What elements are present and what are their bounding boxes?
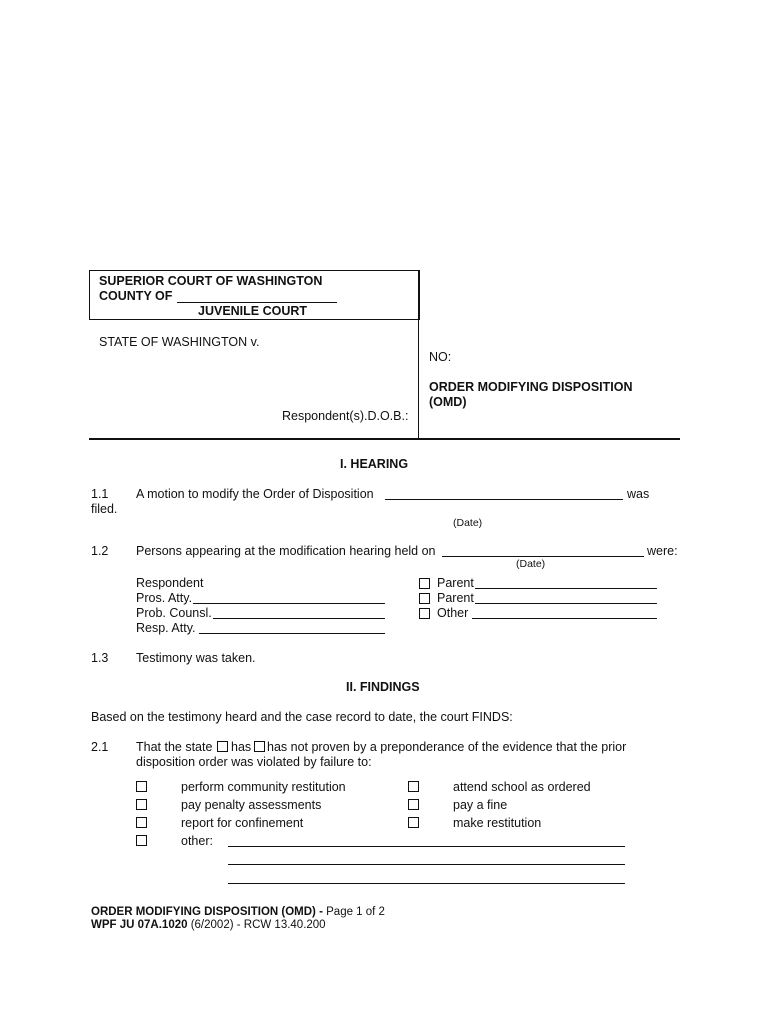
respondent-label: Respondent [136, 576, 204, 590]
community-restitution-checkbox[interactable] [136, 781, 147, 792]
document-title-abbrev: (OMD) [429, 395, 467, 409]
were-text: were: [647, 544, 678, 558]
date-caption: (Date) [516, 558, 546, 570]
paragraph-number: 1.1 [91, 487, 109, 501]
caption-vertical-divider [418, 270, 419, 438]
footer-title: ORDER MODIFYING DISPOSITION (OMD) - [91, 906, 323, 918]
parent-checkbox[interactable] [419, 578, 430, 589]
pros-atty-field[interactable] [193, 603, 385, 604]
section-heading-hearing: I. HEARING [340, 457, 409, 471]
other-violation-label: other: [181, 834, 213, 848]
document-title: ORDER MODIFYING DISPOSITION [429, 380, 633, 394]
resp-atty-field[interactable] [199, 633, 385, 634]
attend-school-label: attend school as ordered [453, 780, 591, 794]
has-checkbox[interactable] [217, 741, 228, 752]
has-not-checkbox[interactable] [254, 741, 265, 752]
state-line: STATE OF WASHINGTON v. [99, 335, 260, 349]
section-heading-findings: II. FINDINGS [346, 680, 420, 694]
testimony-text: Testimony was taken. [136, 651, 256, 665]
make-restitution-checkbox[interactable] [408, 817, 419, 828]
pay-fine-label: pay a fine [453, 798, 508, 812]
parent-field[interactable] [475, 588, 657, 589]
caption-horizontal-divider [89, 438, 680, 440]
motion-text: A motion to modify the Order of Disposition [136, 487, 374, 501]
state-text: That the state [136, 740, 213, 754]
paragraph-number: 2.1 [91, 740, 109, 754]
prob-counsl-label: Prob. Counsl. [136, 606, 212, 620]
community-restitution-label: perform community restitution [181, 780, 346, 794]
paragraph-number: 1.2 [91, 544, 109, 558]
other-violation-field[interactable] [228, 883, 625, 884]
other-violation-checkbox[interactable] [136, 835, 147, 846]
court-name: SUPERIOR COURT OF WASHINGTON [99, 274, 323, 288]
report-confinement-label: report for confinement [181, 816, 304, 830]
county-label: COUNTY OF [99, 289, 173, 303]
filed-text: filed. [91, 502, 118, 516]
violation-text: disposition order was violated by failure to: [136, 755, 372, 769]
juvenile-court-label: JUVENILE COURT [198, 304, 308, 318]
attend-school-checkbox[interactable] [408, 781, 419, 792]
motion-date-field[interactable] [385, 499, 623, 500]
footer-form-number: WPF JU 07A.1020 [91, 919, 188, 931]
has-text: has [231, 740, 252, 754]
prob-counsl-field[interactable] [213, 618, 385, 619]
pay-fine-checkbox[interactable] [408, 799, 419, 810]
has-not-text: has not proven by a preponderance of the evidence that the prior [267, 740, 627, 754]
parent-field[interactable] [475, 603, 657, 604]
footer-form-line [91, 918, 326, 933]
other-checkbox[interactable] [419, 608, 430, 619]
case-number-label: NO: [429, 350, 452, 364]
other-field[interactable] [472, 618, 657, 619]
pros-atty-label: Pros. Atty. [136, 591, 193, 605]
footer-page: Page 1 of 2 [326, 906, 385, 918]
report-confinement-checkbox[interactable] [136, 817, 147, 828]
was-text: was [627, 487, 650, 501]
make-restitution-label: make restitution [453, 816, 542, 830]
footer-form-details: (6/2002) - RCW 13.40.200 [187, 919, 326, 931]
paragraph-number: 1.3 [91, 651, 109, 665]
findings-intro: Based on the testimony heard and the case record to date, the court FINDS: [91, 710, 513, 724]
penalty-assessments-label: pay penalty assessments [181, 798, 322, 812]
date-caption: (Date) [453, 517, 483, 529]
county-field[interactable] [177, 302, 337, 303]
resp-atty-label: Resp. Atty. [136, 621, 196, 635]
respondent-dob-label: Respondent(s).D.O.B.: [282, 409, 409, 423]
penalty-assessments-checkbox[interactable] [136, 799, 147, 810]
other-violation-field[interactable] [228, 864, 625, 865]
other-violation-field[interactable] [228, 846, 625, 847]
parent-label: Parent [437, 591, 474, 605]
persons-appearing-text: Persons appearing at the modification hearing held on [136, 544, 436, 558]
other-label: Other [437, 606, 469, 620]
parent-checkbox[interactable] [419, 593, 430, 604]
parent-label: Parent [437, 576, 474, 590]
